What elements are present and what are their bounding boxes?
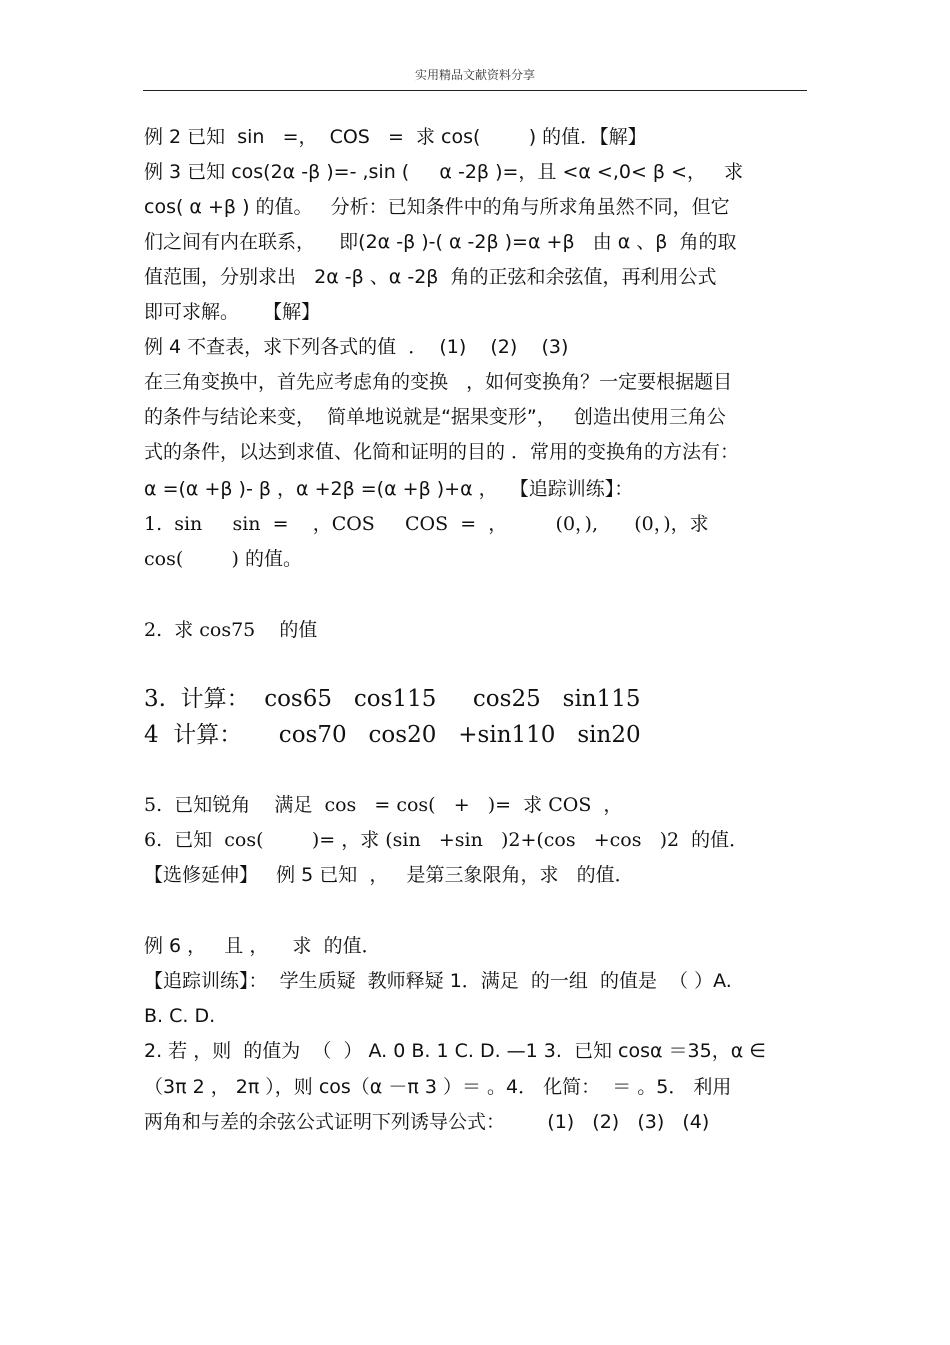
exercise-1-line-2: cos( ) 的值。	[144, 548, 303, 570]
paragraph-line-4: α =(α +β )- β ，α +2β =(α +β )+α ， 【追踪训练】：	[144, 478, 634, 500]
example-3-line-5: 即可求解。 【解】	[144, 301, 321, 323]
elective-example-5-line: 【选修延伸】 例 5 已知 ， 是第三象限角，求 的值．	[144, 864, 634, 886]
exercise-6-line: 6. 已知 cos( )= ，求 (sin +sin )2+(cos +cos )2 的值．	[144, 829, 749, 851]
page-header: 实用精品文献资料分享	[414, 68, 535, 82]
tracking-training-line-4: （3π 2 ， 2π ），则 cos（α －π 3 ）＝ 。4． 化简： ＝ 。5． 利用	[144, 1076, 732, 1098]
exercise-1-line-1: 1. sin sin = ，COS COS = ， (0，), (0，)，求	[144, 513, 709, 535]
example-3-line-4: 值范围，分别求出 2α -β 、α -2β 角的正弦和余弦值，再利用公式	[144, 266, 717, 288]
paragraph-line-3: 式的条件，以达到求值、化简和证明的目的 ．常用的变换角的方法有：	[144, 441, 740, 463]
example-6-line: 例 6 ， 且 ， 求 的值．	[144, 935, 381, 957]
paragraph-line-2: 的条件与结论来变， 简单地说就是“据果变形”， 创造出使用三角公	[144, 406, 726, 428]
exercise-3-line: 3. 计算： cos65 cos115 cos25 sin115	[144, 686, 641, 712]
tracking-training-line-1: 【追踪训练】： 学生质疑 教师释疑 1．满足 的一组 的值是 （ ）A.	[144, 970, 732, 992]
paragraph-line-1: 在三角变换中，首先应考虑角的变换 ，如何变换角？一定要根据题目	[144, 371, 733, 393]
tracking-training-line-5: 两角和与差的余弦公式证明下列诱导公式： (1) (2) (3) (4)	[144, 1111, 710, 1133]
exercise-5-line: 5. 已知锐角 满足 cos = cos( + )= 求 COS ，	[144, 794, 623, 816]
tracking-training-line-2: B. C. D.	[144, 1005, 216, 1027]
tracking-training-line-3: 2. 若 ，则 的值为 （ ） A. 0 B. 1 C. D. —1 3. 已知 cosα ＝35，α ∈	[144, 1040, 766, 1062]
example-3-line-2: cos( α +β ) 的值。 分析：已知条件中的角与所求角虽然不同，但它	[144, 196, 730, 218]
example-4-line: 例 4 不查表，求下列各式的值 ． (1) (2) (3)	[144, 336, 569, 358]
exercise-2-line: 2. 求 cos75 的值	[144, 619, 318, 641]
example-3-line-1: 例 3 已知 cos(2α -β )=- ,sin ( α -2β )=，且 <α <,0< β <， 求	[144, 161, 744, 183]
example-2-line: 例 2 已知 sin =， COS = 求 cos( ) 的值．【解】	[144, 126, 647, 148]
exercise-4-line: 4 计算： cos70 cos20 +sin110 sin20	[144, 722, 641, 748]
header-divider	[143, 90, 807, 91]
example-3-line-3: 们之间有内在联系， 即(2α -β )-( α -2β )=α +β 由 α 、β 角的取	[144, 231, 737, 253]
